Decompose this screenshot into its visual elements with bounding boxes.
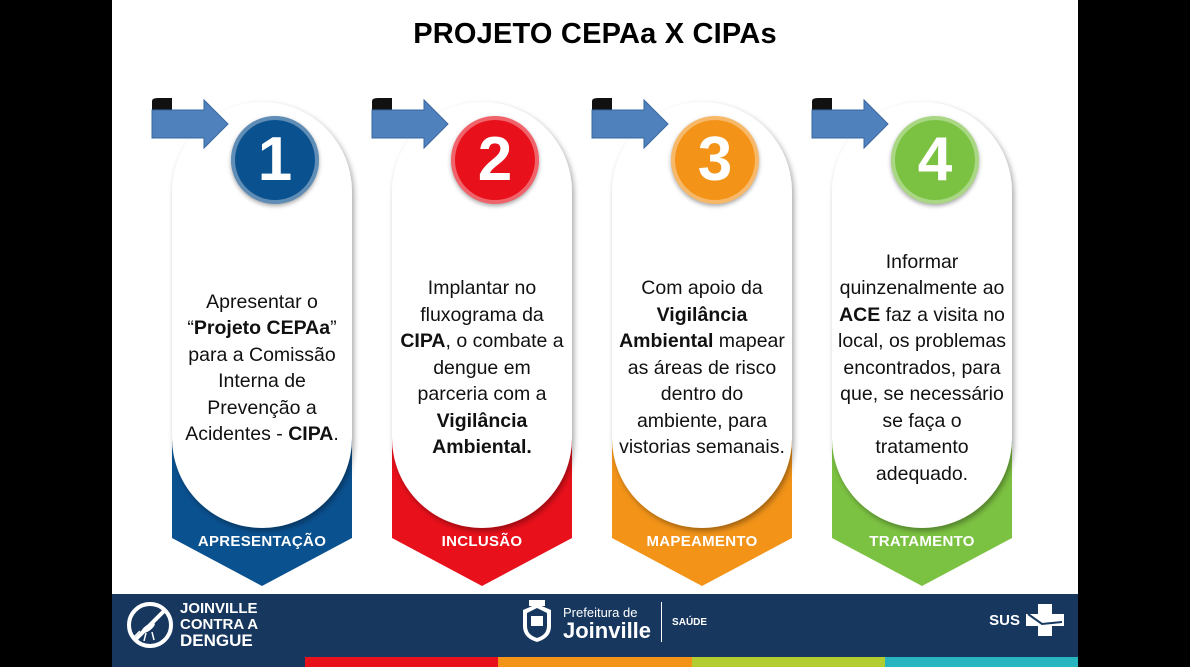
slide — [112, 0, 1078, 667]
prefeitura-line-2: Joinville — [563, 618, 652, 643]
step-label: TRATAMENTO — [869, 533, 975, 550]
logo-divider — [661, 602, 662, 642]
step-number-badge: 3 — [671, 116, 759, 204]
logo-line-1: JOINVILLE — [180, 600, 258, 617]
logo-line-3: DENGUE — [180, 631, 253, 650]
mosquito-prohibited-icon — [126, 601, 174, 649]
footer-bar — [112, 594, 1078, 667]
step-number-badge: 4 — [891, 116, 979, 204]
footer-stripe — [498, 657, 692, 667]
step-card-2 — [370, 98, 564, 586]
logo-line-2: CONTRA A — [180, 616, 259, 633]
step-label: MAPEAMENTO — [646, 533, 758, 550]
step-description: Com apoio da Vigilância Ambiental mapear as áreas de risco dentro do ambiente, para vistorias semanais. — [619, 277, 785, 458]
step-card-1 — [150, 98, 339, 586]
step-number-badge: 1 — [231, 116, 319, 204]
department-label: SAÚDE — [672, 616, 708, 628]
step-description: Apresentar o “Projeto CEPAa” para a Comissão Interna de Prevenção a Acidentes - CIPA. — [185, 290, 339, 445]
step-description: Implantar no fluxograma da CIPA, o combate a dengue em parceria com a Vigilância Ambiental. — [400, 277, 564, 458]
city-crest-icon — [517, 600, 557, 644]
sus-logo — [989, 602, 1066, 638]
footer-stripe — [112, 657, 306, 667]
step-label: APRESENTAÇÃO — [197, 533, 327, 550]
step-label: INCLUSÃO — [441, 533, 523, 550]
joinville-contra-dengue-logo — [126, 601, 258, 649]
footer-stripe — [305, 657, 499, 667]
step-card-4 — [810, 98, 1006, 586]
footer-stripe — [692, 657, 886, 667]
step-number-badge: 2 — [451, 116, 539, 204]
sus-cross-icon — [1024, 602, 1066, 638]
step-card-3 — [590, 98, 785, 586]
footer-stripe — [885, 657, 1078, 667]
step-description: Informar quinzenalmente ao ACE faz a visita no local, os problemas encontrados, para que, se necessário se faça o tratamento adequado. — [838, 250, 1006, 485]
sus-label: SUS — [989, 611, 1020, 629]
slide-title: PROJETO CEPAa X CIPAs — [413, 18, 777, 50]
prefeitura-line-1: Prefeitura de — [563, 605, 638, 620]
prefeitura-joinville-logo — [517, 600, 707, 644]
